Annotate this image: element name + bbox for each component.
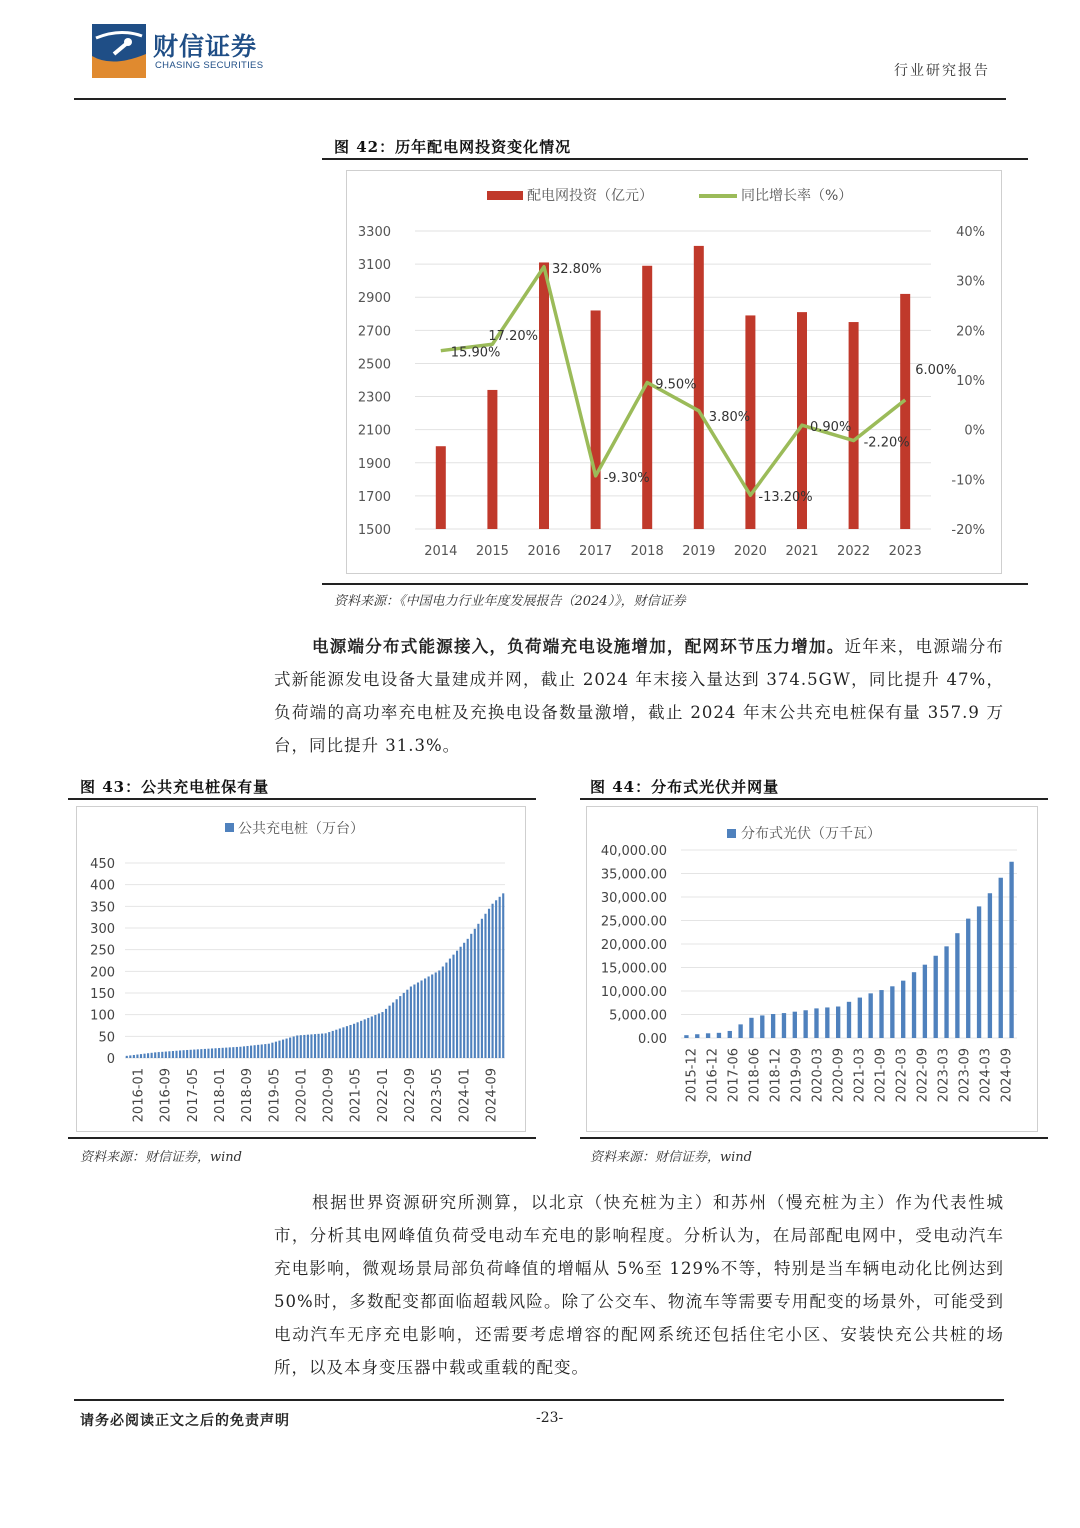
fig44-bar [825, 1007, 829, 1038]
fig44-x-tick: 2015-12 [684, 1048, 700, 1103]
fig43-bar [183, 1050, 185, 1058]
fig44-x-tick: 2016-12 [705, 1048, 721, 1103]
fig43-bar [360, 1021, 362, 1058]
fig42-legend-bar-swatch [487, 191, 523, 200]
fig42-x-tick: 2015 [475, 544, 509, 559]
fig43-bar [147, 1053, 149, 1058]
fig42-x-tick: 2023 [888, 544, 922, 559]
fig43-bar [410, 987, 412, 1059]
report-type-label: 行业研究报告 [894, 63, 990, 79]
fig42-y-right-tick: -20% [951, 523, 985, 538]
fig43-x-tick: 2021-05 [348, 1068, 364, 1123]
fig42-frame [346, 170, 1002, 574]
fig43-bar [264, 1044, 266, 1058]
fig43-bar [474, 929, 476, 1058]
fig44-bar [999, 878, 1003, 1038]
fig43-bar [310, 1034, 312, 1058]
fig44-bar [793, 1012, 797, 1038]
fig43-bar [385, 1009, 387, 1058]
fig43-bar [296, 1035, 298, 1058]
fig42-data-label: 9.50% [655, 377, 697, 393]
fig43-x-tick: 2020-01 [294, 1068, 310, 1123]
fig43-bar [488, 909, 490, 1058]
fig43-y-tick: 250 [90, 943, 115, 959]
fig43-bar [364, 1019, 366, 1058]
fig42-legend-line-swatch [699, 194, 737, 198]
fig42-chart [347, 171, 1001, 573]
fig44-bar [836, 1007, 840, 1038]
paragraph-1-body: 近年来，电源端分布式新能源发电设备大量建成并网，截止 2024 年末接入量达到 374.5GW，同比提升 47%，负荷端的高功率充电桩及充换电设备数量激增，截止 2024 年末公共充电桩保有量 357.9 万台，同比提升 31.3%。 [274, 637, 1004, 755]
fig44-bar [749, 1018, 753, 1038]
fig42-y-right-tick: 10% [956, 374, 985, 389]
fig44-bar [771, 1014, 775, 1038]
footer-rule [74, 1399, 1004, 1401]
paragraph-1-lead: 电源端分布式能源接入，负荷端充电设施增加，配网环节压力增加。 [312, 637, 845, 656]
fig44-title: 图 44：分布式光伏并网量 [590, 778, 780, 796]
fig44-bar [782, 1013, 786, 1038]
fig44-y-tick: 30,000.00 [600, 891, 667, 906]
fig44-bar [858, 998, 862, 1038]
fig44-bar [684, 1035, 688, 1038]
fig43-title: 图 43：公共充电桩保有量 [80, 778, 270, 796]
fig43-bar [243, 1046, 245, 1058]
fig44-x-tick: 2022-03 [894, 1048, 910, 1103]
fig43-bar [225, 1048, 227, 1058]
fig44-x-tick: 2023-03 [936, 1048, 952, 1103]
fig44-source: 资料来源：财信证券，wind [590, 1150, 752, 1165]
fig43-x-tick: 2023-05 [430, 1068, 446, 1123]
fig42-data-label: 0.90% [810, 420, 852, 436]
fig43-bar [197, 1049, 199, 1058]
fig43-top-rule [68, 798, 536, 800]
fig43-y-tick: 100 [90, 1008, 115, 1024]
fig43-bar [357, 1022, 359, 1058]
fig44-y-tick: 40,000.00 [600, 844, 667, 859]
fig42-bar [539, 262, 549, 529]
fig44-y-tick: 10,000.00 [600, 985, 667, 1000]
company-name-en: CHASING SECURITIES [155, 60, 264, 71]
fig42-y-left-tick: 3100 [357, 258, 391, 274]
fig42-legend-bar-label: 配电网投资（亿元） [527, 188, 653, 204]
fig43-x-tick: 2020-09 [321, 1068, 337, 1123]
fig44-x-tick: 2024-03 [978, 1048, 994, 1103]
fig42-x-tick: 2018 [630, 544, 664, 559]
fig43-bar [349, 1025, 351, 1058]
fig43-bar [381, 1012, 383, 1058]
fig43-x-tick: 2022-09 [403, 1068, 418, 1123]
fig44-bar [977, 906, 981, 1038]
fig44-x-tick: 2023-09 [957, 1048, 973, 1103]
fig42-data-label: 17.20% [488, 329, 538, 345]
fig44-bar [728, 1031, 732, 1038]
paragraph-1 [274, 630, 1004, 762]
fig42-y-left-tick: 1900 [357, 456, 391, 472]
fig44-bar [944, 946, 948, 1038]
fig44-bar [966, 919, 970, 1038]
fig44-x-tick: 2018-06 [747, 1048, 763, 1103]
fig42-x-tick: 2014 [424, 544, 458, 559]
fig44-x-tick: 2021-03 [852, 1048, 868, 1103]
fig44-x-tick: 2024-09 [999, 1048, 1015, 1103]
fig43-bar [158, 1052, 160, 1058]
fig42-bar [436, 446, 446, 529]
fig42-x-tick: 2019 [682, 544, 716, 559]
fig42-y-left-tick: 3300 [357, 225, 391, 240]
fig43-bar [275, 1042, 277, 1058]
fig43-bar [207, 1049, 209, 1058]
fig44-y-tick: 25,000.00 [600, 914, 667, 930]
fig43-bar [339, 1029, 341, 1058]
fig43-bar [502, 893, 504, 1058]
fig44-y-tick: 20,000.00 [600, 938, 667, 953]
fig42-data-label: -2.20% [863, 435, 910, 451]
fig42-y-left-tick: 2100 [357, 423, 391, 439]
fig43-source: 资料来源：财信证券，wind [80, 1150, 242, 1165]
fig43-bar [126, 1056, 128, 1058]
fig43-x-tick: 2017-05 [185, 1068, 201, 1123]
fig44-legend-label: 分布式光伏（万千瓦） [741, 826, 881, 842]
fig43-bar [286, 1039, 288, 1058]
fig44-chart [587, 807, 1037, 1131]
fig44-bar [760, 1015, 764, 1038]
fig42-data-label: -9.30% [603, 470, 650, 486]
fig42-y-right-tick: 20% [956, 324, 985, 340]
fig43-bar [417, 982, 419, 1058]
fig43-y-tick: 0 [106, 1052, 115, 1067]
fig42-top-rule [322, 158, 1028, 160]
fig44-y-tick: 0.00 [638, 1032, 667, 1047]
fig43-bar [293, 1036, 295, 1058]
header-rule [74, 98, 1006, 100]
fig43-bar [371, 1016, 373, 1058]
fig43-bar [499, 897, 501, 1058]
fig44-bar [879, 990, 883, 1038]
fig43-x-tick: 2016-01 [131, 1068, 147, 1123]
fig42-legend-line-label: 同比增长率（%） [741, 188, 853, 204]
fig43-bar [254, 1045, 256, 1058]
fig42-source: 资料来源：《中国电力行业年度发展报告（2024）》，财信证券 [334, 594, 686, 609]
fig44-bar [738, 1024, 742, 1038]
fig43-bar [346, 1026, 348, 1058]
fig43-bar [211, 1048, 213, 1058]
fig44-bar [934, 956, 938, 1038]
fig42-data-label: -13.20% [758, 490, 813, 506]
fig44-x-tick: 2020-03 [810, 1048, 826, 1103]
fig42-bottom-rule [322, 583, 1028, 585]
fig43-bar [470, 934, 472, 1058]
fig43-legend-swatch [225, 823, 234, 832]
fig43-bar [218, 1048, 220, 1058]
fig42-x-tick: 2021 [785, 544, 819, 559]
fig43-bar [151, 1053, 153, 1058]
fig43-bar [431, 974, 433, 1058]
fig42-bar [900, 294, 910, 529]
fig43-bar [246, 1046, 248, 1058]
fig44-bar [803, 1010, 807, 1038]
fig43-bar [289, 1038, 291, 1058]
fig43-bar [321, 1034, 323, 1058]
fig43-bar [307, 1035, 309, 1058]
fig44-top-rule [580, 798, 1048, 800]
fig43-bar [367, 1018, 369, 1058]
fig44-y-tick: 5,000.00 [609, 1008, 667, 1024]
fig43-bar [154, 1052, 156, 1058]
fig44-x-tick: 2021-09 [873, 1048, 889, 1103]
fig42-data-label: 32.80% [552, 261, 602, 277]
fig43-x-tick: 2024-01 [457, 1068, 473, 1123]
fig43-bar [314, 1034, 316, 1058]
fig43-y-tick: 150 [90, 987, 115, 1002]
fig44-frame [586, 806, 1038, 1132]
fig44-bar [901, 981, 905, 1038]
fig43-bar [442, 967, 444, 1058]
fig42-y-right-tick: 40% [956, 225, 985, 240]
fig42-data-label: 3.80% [708, 409, 751, 425]
fig43-bar [342, 1027, 344, 1058]
fig43-bar [392, 1002, 394, 1058]
fig43-y-tick: 400 [90, 878, 115, 894]
fig43-bar [452, 955, 454, 1058]
fig43-bar [239, 1047, 241, 1058]
fig43-y-tick: 300 [90, 922, 115, 937]
fig43-bar [420, 980, 422, 1058]
fig44-bar [955, 933, 959, 1038]
fig43-bar [456, 951, 458, 1058]
fig43-bar [495, 900, 497, 1058]
fig43-bar [175, 1051, 177, 1058]
fig43-bar [492, 904, 494, 1058]
fig43-bar [168, 1051, 170, 1058]
page-number: -23- [536, 1410, 564, 1426]
fig43-bar [328, 1032, 330, 1058]
fig43-x-tick: 2018-09 [240, 1068, 256, 1123]
fig42-y-right-tick: -10% [951, 473, 985, 489]
fig43-bar [378, 1014, 380, 1058]
fig44-x-tick: 2017-06 [726, 1048, 742, 1103]
fig42-data-label: 15.90% [450, 345, 501, 361]
fig43-bar [413, 984, 415, 1058]
fig44-x-tick: 2019-09 [789, 1048, 805, 1103]
fig42-x-tick: 2020 [733, 544, 767, 559]
fig43-x-tick: 2016-09 [158, 1068, 174, 1123]
fig44-bar [869, 993, 873, 1038]
fig43-bar [271, 1043, 273, 1058]
fig43-bar [424, 978, 426, 1058]
fig43-y-tick: 450 [90, 857, 115, 872]
fig43-bar [214, 1048, 216, 1058]
fig43-bar [335, 1030, 337, 1058]
fig42-title: 图 42：历年配电网投资变化情况 [334, 138, 572, 156]
fig43-chart [77, 807, 525, 1131]
fig43-bar [300, 1035, 302, 1058]
fig43-bar [477, 924, 479, 1058]
paragraph-2: 根据世界资源研究所测算，以北京（快充桩为主）和苏州（慢充桩为主）作为代表性城市，分析其电网峰值负荷受电动车充电的影响程度。分析认为，在局部配电网中，受电动汽车充电影响，微观场景局部负荷峰值的增幅从 5%至 129%不等，特别是当车辆电动化比例达到 50%时，多数配变都面临超载风险。除了公交车、物流车等需要专用配变的场景外，可能受到电动汽车无序充电影响，还需要考虑增容的配网系统还包括住宅小区、安装快充公共桩的场所，以及本身变压器中载或重载的配变。 [274, 1193, 1004, 1377]
fig43-bar [481, 919, 483, 1058]
fig44-bar [1009, 862, 1013, 1038]
fig43-legend-label: 公共充电桩（万台） [238, 821, 364, 837]
fig43-bar [268, 1044, 270, 1058]
fig44-legend-swatch [727, 829, 736, 838]
fig43-x-tick: 2018-01 [213, 1068, 228, 1123]
fig44-bar [923, 965, 927, 1038]
fig42-bar [487, 390, 497, 529]
fig43-bar [406, 990, 408, 1058]
fig43-bar [374, 1015, 376, 1058]
fig43-bar [403, 993, 405, 1058]
fig43-bar [229, 1047, 231, 1058]
fig44-y-tick: 15,000.00 [600, 961, 667, 977]
fig44-bar [717, 1033, 721, 1038]
fig42-y-left-tick: 2900 [357, 291, 391, 307]
fig42-y-left-tick: 1700 [357, 489, 391, 505]
fig44-y-tick: 35,000.00 [600, 867, 667, 883]
fig43-bar [278, 1041, 280, 1058]
fig43-y-tick: 350 [90, 900, 115, 916]
fig43-bar [236, 1047, 238, 1058]
fig42-y-right-tick: 30% [956, 274, 985, 290]
fig43-bar [261, 1044, 263, 1058]
fig42-data-label: 6.00% [915, 362, 957, 378]
fig43-x-tick: 2019-05 [267, 1068, 283, 1123]
fig43-bar [133, 1055, 135, 1058]
fig43-bar [396, 999, 398, 1058]
fig43-bar [143, 1054, 145, 1058]
fig42-y-left-tick: 1500 [357, 523, 391, 538]
fig43-bar [449, 959, 451, 1058]
fig42-y-right-tick: 0% [964, 423, 985, 439]
fig42-y-left-tick: 2500 [357, 357, 391, 373]
fig43-x-tick: 2022-01 [375, 1068, 391, 1123]
fig44-x-tick: 2020-09 [831, 1048, 847, 1103]
fig43-bar [136, 1055, 138, 1058]
fig43-bar [186, 1050, 188, 1058]
fig42-x-tick: 2017 [579, 544, 613, 559]
fig43-bar [460, 947, 462, 1058]
fig43-bar [389, 1006, 391, 1058]
fig44-bar [706, 1033, 710, 1038]
fig43-bottom-rule [68, 1137, 536, 1139]
fig43-bar [161, 1052, 163, 1058]
fig43-bar [467, 939, 469, 1058]
fig42-y-left-tick: 2300 [357, 390, 391, 406]
fig42-y-left-tick: 2700 [357, 324, 391, 340]
fig43-bar [317, 1034, 319, 1058]
fig43-bar [200, 1049, 202, 1058]
fig43-bar [232, 1047, 234, 1058]
fig43-bar [445, 963, 447, 1058]
fig43-y-tick: 50 [98, 1030, 115, 1046]
fig43-bar [250, 1046, 252, 1058]
fig44-bottom-rule [580, 1137, 1048, 1139]
fig42-bar [591, 310, 601, 529]
fig43-bar [463, 943, 465, 1058]
fig44-bar [847, 1002, 851, 1038]
disclaimer-link[interactable]: 请务必阅读正文之后的免责声明 [80, 1413, 290, 1429]
fig43-bar [179, 1050, 181, 1058]
fig43-bar [332, 1031, 334, 1058]
fig42-bar [642, 266, 652, 529]
fig44-bar [814, 1008, 818, 1038]
fig44-bar [988, 893, 992, 1038]
fig43-bar [193, 1050, 195, 1058]
fig43-bar [204, 1049, 206, 1058]
fig43-bar [399, 996, 401, 1058]
fig44-bar [890, 986, 894, 1038]
fig43-bar [165, 1052, 167, 1058]
fig43-x-tick: 2024-09 [484, 1068, 500, 1123]
fig43-bar [257, 1045, 259, 1058]
fig43-bar [484, 914, 486, 1058]
company-name-cn: 财信证券 [153, 32, 258, 61]
fig44-x-tick: 2022-09 [915, 1048, 931, 1103]
fig43-bar [435, 972, 437, 1058]
fig43-bar [190, 1050, 192, 1058]
fig42-x-tick: 2016 [527, 544, 561, 559]
fig43-frame [76, 806, 526, 1132]
fig43-bar [129, 1055, 131, 1058]
fig43-bar [325, 1033, 327, 1058]
fig43-bar [303, 1035, 305, 1058]
fig43-bar [222, 1048, 224, 1058]
fig44-bar [695, 1034, 699, 1038]
fig43-bar [353, 1024, 355, 1058]
fig43-bar [172, 1051, 174, 1058]
fig43-bar [140, 1054, 142, 1058]
fig44-x-tick: 2018-12 [768, 1048, 784, 1103]
fig43-bar [438, 970, 440, 1058]
company-logo-icon [92, 24, 146, 78]
fig43-y-tick: 200 [90, 965, 115, 981]
fig43-bar [282, 1040, 284, 1058]
fig44-bar [912, 972, 916, 1038]
fig43-bar [428, 976, 430, 1058]
fig42-x-tick: 2022 [837, 544, 871, 559]
